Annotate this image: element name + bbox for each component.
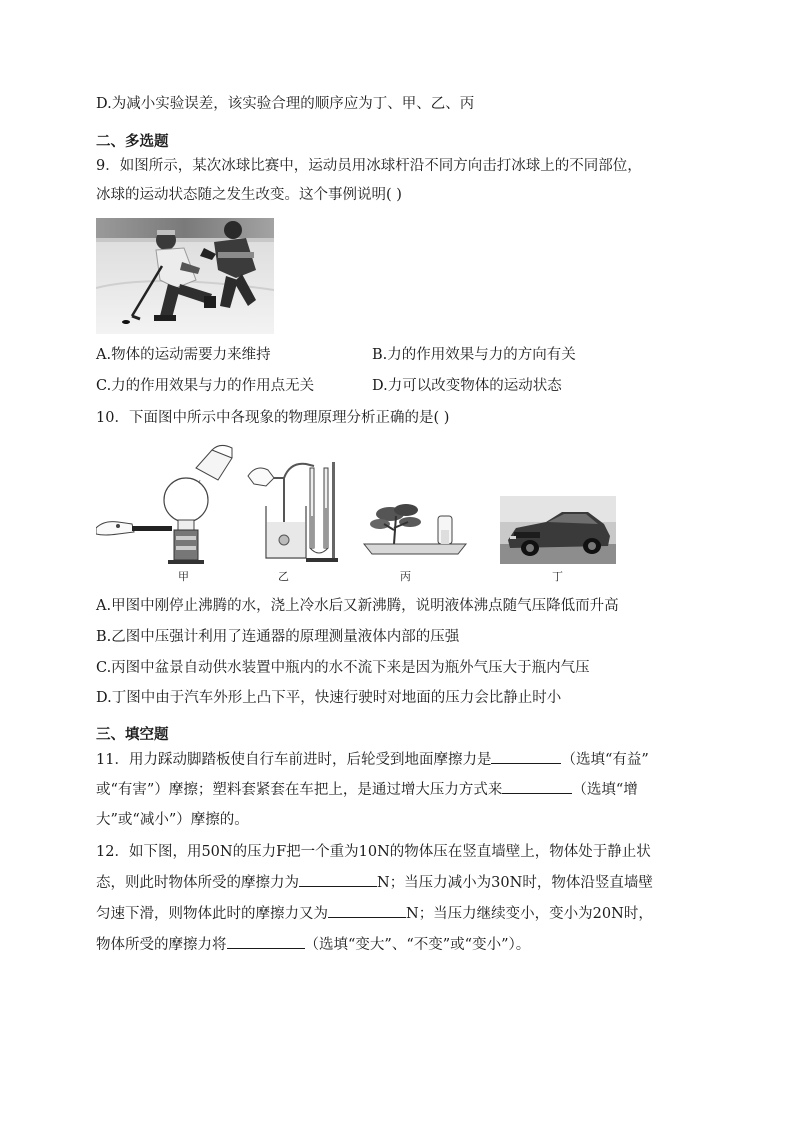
figure-jia-flask: [96, 440, 246, 570]
q9-stem-line2: 冰球的运动状态随之发生改变。这个事例说明( ): [96, 187, 402, 203]
q9-option-c: C.力的作用效果与力的作用点无关: [96, 378, 315, 394]
q11-text-4: （选填“增: [572, 782, 638, 798]
q11-text-3: 或“有害”）摩擦；塑料套紧套在车把上，是通过增大压力方式来: [96, 782, 503, 798]
q9-option-a: A.物体的运动需要力来维持: [96, 347, 271, 363]
q12-text-6: （选填“变大”、“不变”或“变小”）。: [304, 937, 531, 953]
q11-text-1: 11．用力踩动脚踏板使自行车前进时，后轮受到地面摩擦力是: [96, 752, 492, 768]
q12-text-2: N；当压力减小为30N时，物体沿竖直墙壁: [377, 875, 653, 891]
figure-bing-bonsai: [362, 500, 474, 564]
q11-blank-2[interactable]: [502, 779, 572, 794]
q12-line4: [96, 934, 530, 955]
section-multiple-choice-title: 二、多选题: [96, 133, 169, 150]
q11-text-2: （选填“有益”: [561, 752, 649, 768]
caption-bing: 丙: [400, 570, 411, 583]
q12-text-1: 态，则此时物体所受的摩擦力为: [96, 875, 299, 891]
q8-option-d: D.为减小实验误差，该实验合理的顺序应为丁、甲、乙、丙: [96, 96, 475, 112]
q10-option-a: A.甲图中刚停止沸腾的水，浇上冷水后又新沸腾，说明液体沸点随气压降低而升高: [96, 598, 619, 614]
caption-yi: 乙: [278, 570, 289, 583]
q9-option-d: D.力可以改变物体的运动状态: [372, 378, 562, 394]
q10-stem: 10．下面图中所示中各现象的物理原理分析正确的是( ): [96, 410, 450, 426]
q11-line3: 大”或“减小”）摩擦的。: [96, 812, 249, 828]
q11-blank-1[interactable]: [491, 749, 561, 764]
q9-option-b: B.力的作用效果与力的方向有关: [372, 347, 576, 363]
caption-ding: 丁: [552, 570, 563, 583]
q12-line3: [96, 903, 653, 924]
q12-text-4: N；当压力继续变小，变小为20N时，: [406, 906, 653, 922]
figure-yi-pressure-gauge: [244, 456, 344, 564]
q10-option-d: D.丁图中由于汽车外形上凸下平，快速行驶时对地面的压力会比静止时小: [96, 690, 562, 706]
figure-ding-car: [500, 496, 616, 564]
q12-blank-3[interactable]: [227, 934, 305, 949]
caption-jia: 甲: [178, 570, 189, 583]
q11-line1: [96, 749, 649, 770]
q12-line2: [96, 872, 653, 893]
ice-hockey-photo: [96, 218, 274, 334]
q12-blank-2[interactable]: [328, 903, 406, 918]
q12-text-3: 匀速下滑，则物体此时的摩擦力又为: [96, 906, 328, 922]
q10-option-b: B.乙图中压强计利用了连通器的原理测量液体内部的压强: [96, 629, 460, 645]
q10-option-c: C.丙图中盆景自动供水装置中瓶内的水不流下来是因为瓶外气压大于瓶内气压: [96, 660, 590, 676]
q9-stem-line1: 9．如图所示，某次冰球比赛中，运动员用冰球杆沿不同方向击打冰球上的不同部位，: [96, 158, 642, 174]
q12-line1: 12．如下图，用50N的压力F把一个重为10N的物体压在竖直墙壁上，物体处于静止状: [96, 844, 651, 860]
q12-text-5: 物体所受的摩擦力将: [96, 937, 227, 953]
section-fill-blank-title: 三、填空题: [96, 726, 169, 743]
q11-line2: [96, 779, 638, 800]
q12-blank-1[interactable]: [299, 872, 377, 887]
